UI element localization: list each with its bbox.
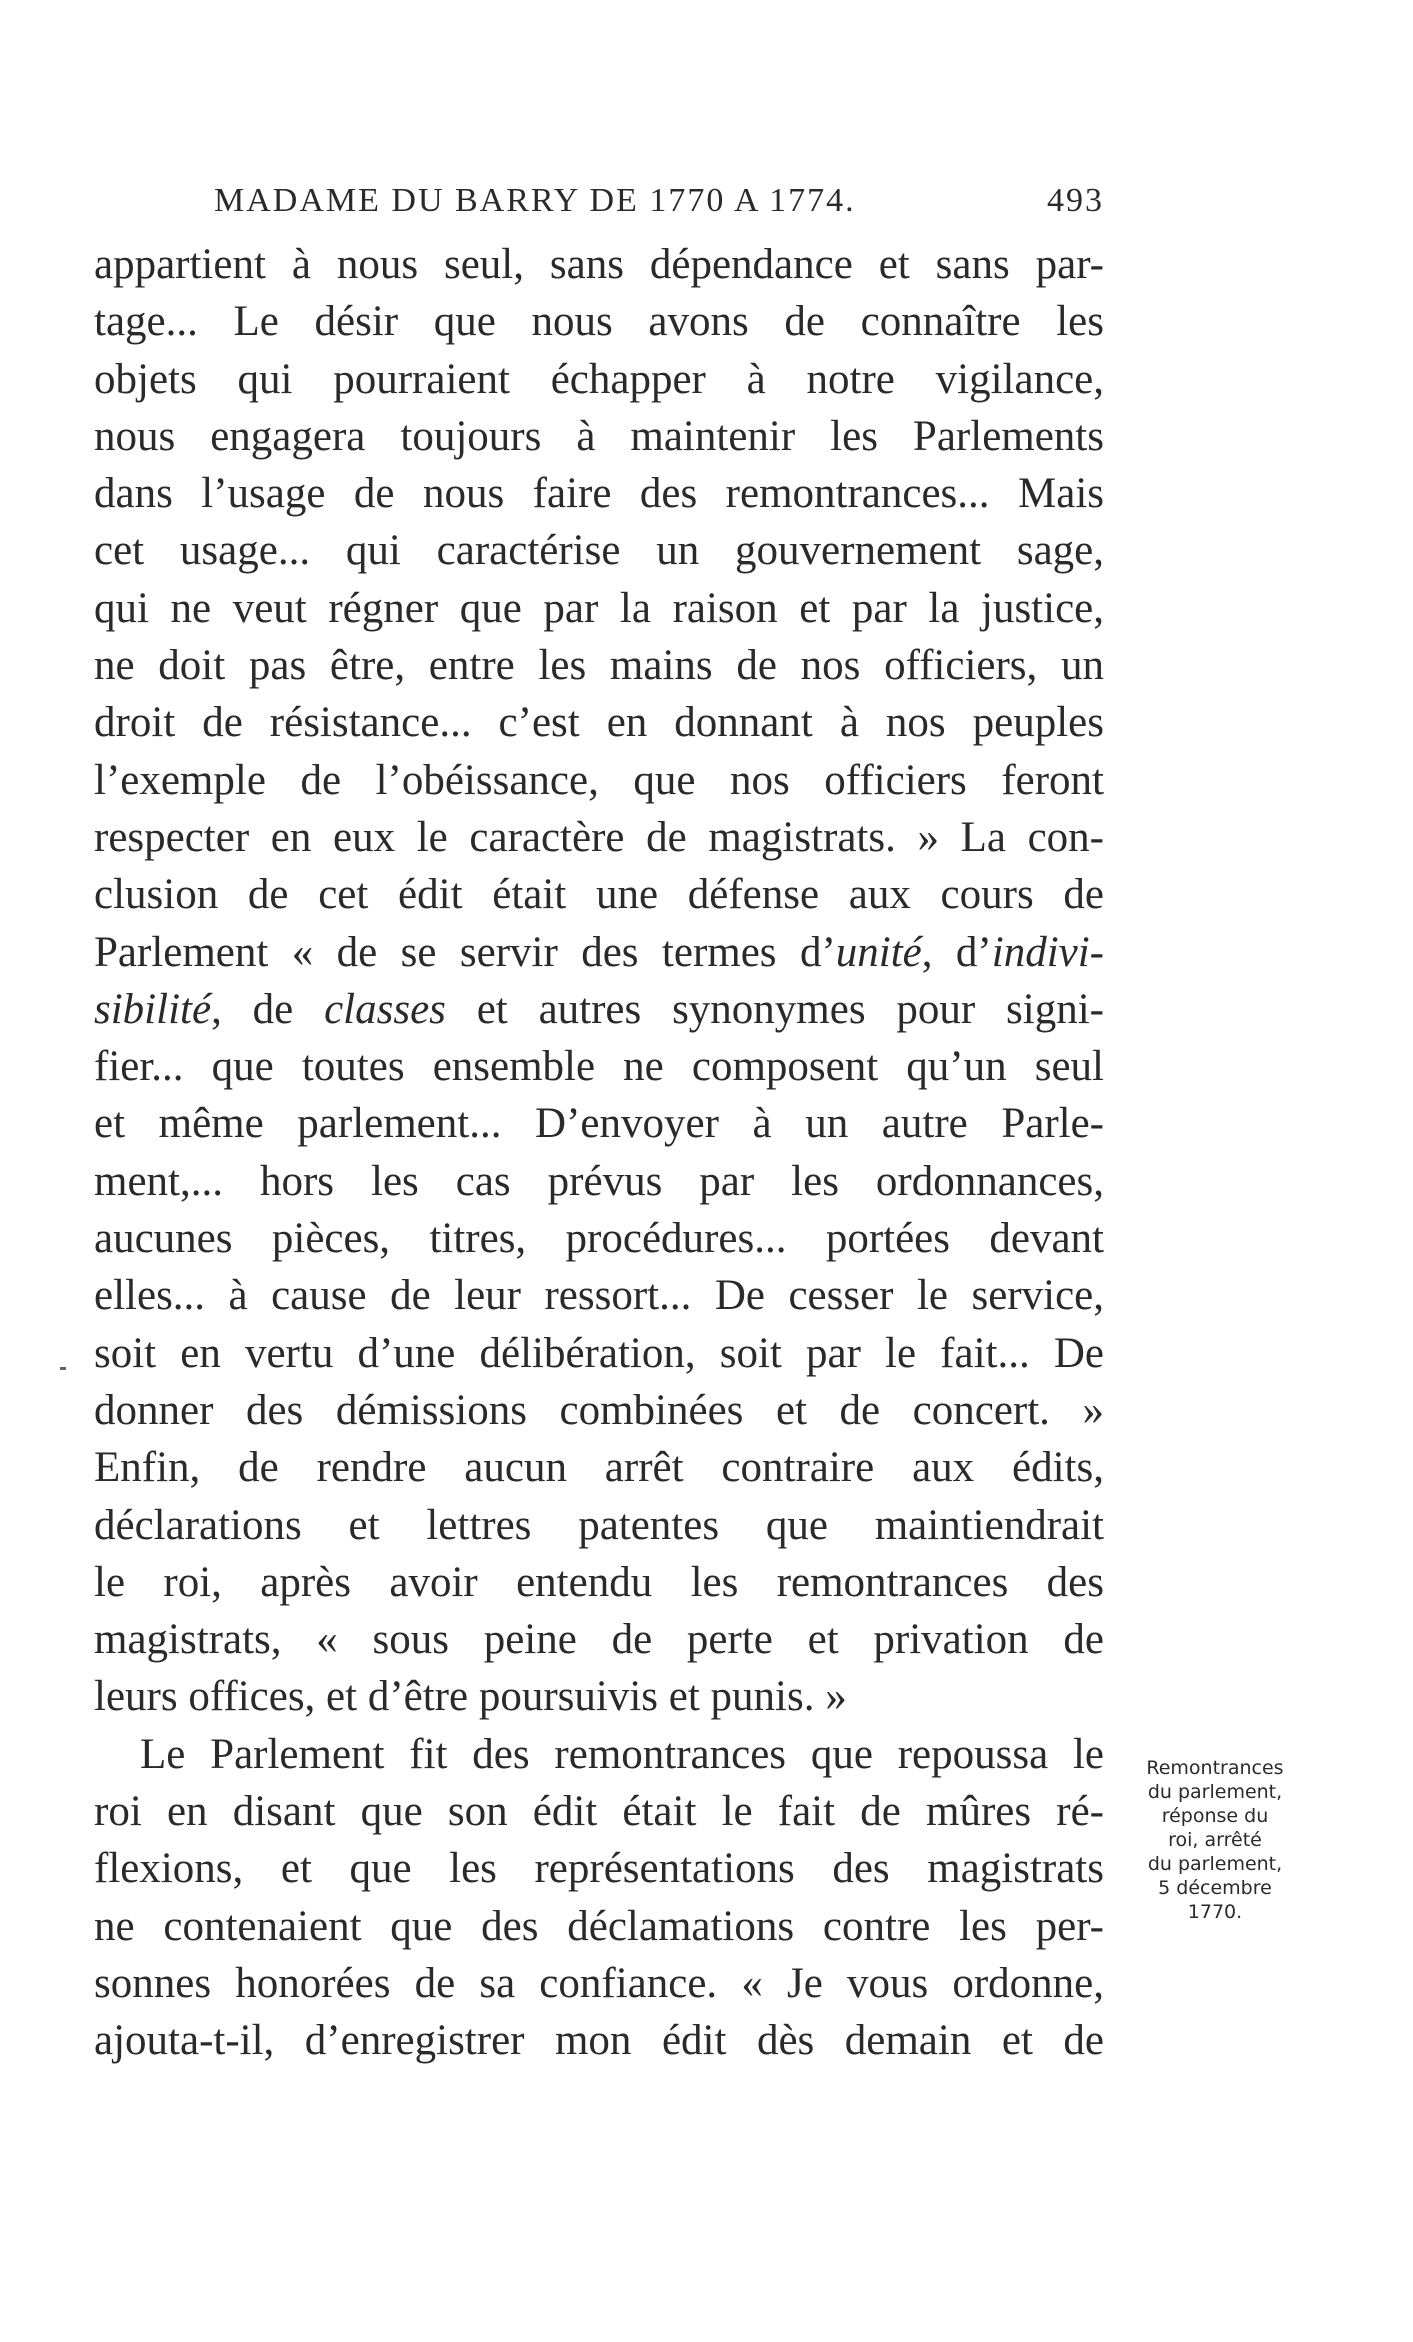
text-line: soit en vertu d’une délibération, soit par le fait... De [94,1329,1104,1377]
text-line: elles... à cause de leur ressort... De cesser le service, [94,1272,1104,1320]
italic-term-unite: unité [835,928,922,976]
italic-term-indivisibilite-part1: indivi- [991,928,1104,976]
text-line: cet usage... qui caractérise un gouvernement sage, [94,527,1104,575]
body-text [94,236,1104,2070]
text-line: ajouta-t-il, d’enregistrer mon édit dès demain et de [94,2017,1104,2065]
text-line: objets qui pourraient échapper à notre vigilance, [94,355,1104,403]
italic-term-indivisibilite-part2: sibilité [94,985,212,1033]
text-line: clusion de cet édit était une défense aux cours de [94,871,1104,919]
text-line: Le Parlement fit des remontrances que repoussa le [140,1730,1104,1778]
text-line: ment,... hors les cas prévus par les ordonnances, [94,1157,1104,1205]
text-line: ne doit pas être, entre les mains de nos officiers, un [94,642,1104,690]
text-line: tage... Le désir que nous avons de connaître les [94,298,1104,346]
marginal-note-line: roi, arrêté [1168,1829,1262,1851]
italic-term-classes: classes [324,985,446,1033]
text-line: qui ne veut régner que par la raison et par la justice, [94,584,1104,632]
text-run: Parlement « de se servir des termes d’ [94,928,836,976]
text-line: sonnes honorées de sa confiance. « Je vous ordonne, [94,1959,1104,2007]
text-line: l’exemple de l’obéissance, que nos officiers feront [94,756,1104,804]
text-run: et autres synonymes pour signi- [445,985,1104,1033]
text-line: roi en disant que son édit était le fait de mûres ré- [94,1788,1104,1836]
marginal-note-line: Remontrances [1146,1757,1284,1779]
text-line: et même parlement... D’envoyer à un autre Parle- [94,1100,1104,1148]
text-run: , d’ [921,928,992,976]
running-head [214,178,1104,224]
text-line: leurs offices, et d’être poursuivis et punis. » [94,1673,847,1721]
text-line: respecter en eux le caractère de magistrats. » La con- [94,813,1104,861]
marginal-note-line: du parlement, [1147,1781,1283,1803]
text-line: fier... que toutes ensemble ne composent qu’un seul [94,1043,1104,1091]
text-line [94,924,1104,981]
text-line: dans l’usage de nous faire des remontrances... Mais [94,470,1104,518]
marginal-note [1110,1756,1320,1924]
text-line: magistrats, « sous peine de perte et privation de [94,1616,1104,1664]
marginal-note-line: du parlement, [1147,1853,1283,1875]
marginal-note-line: 1770. [1187,1901,1243,1923]
text-line: Enfin, de rendre aucun arrêt contraire aux édits, [94,1444,1104,1492]
marginal-note-line: réponse du [1161,1805,1269,1827]
margin-dot [60,1367,66,1370]
text-run: , de [211,985,325,1033]
marginal-note-line: 5 décembre [1158,1877,1272,1899]
text-line: nous engagera toujours à maintenir les Parlements [94,412,1104,460]
text-line: droit de résistance... c’est en donnant à nos peuples [94,699,1104,747]
text-line: flexions, et que les représentations des magistrats [94,1845,1104,1893]
text-line: déclarations et lettres patentes que maintiendrait [94,1501,1104,1549]
text-line: aucunes pièces, titres, procédures... portées devant [94,1215,1104,1263]
text-line: ne contenaient que des déclamations contre les per- [94,1902,1104,1950]
text-line: appartient à nous seul, sans dépendance et sans par- [94,241,1104,288]
running-head-title: MADAME DU BARRY DE 1770 A 1774. [214,182,856,219]
text-line: le roi, après avoir entendu les remontrances des [94,1558,1104,1606]
text-line: donner des démissions combinées et de concert. » [94,1386,1104,1434]
page-number: 493 [1047,182,1104,219]
text-line [94,981,1104,1038]
